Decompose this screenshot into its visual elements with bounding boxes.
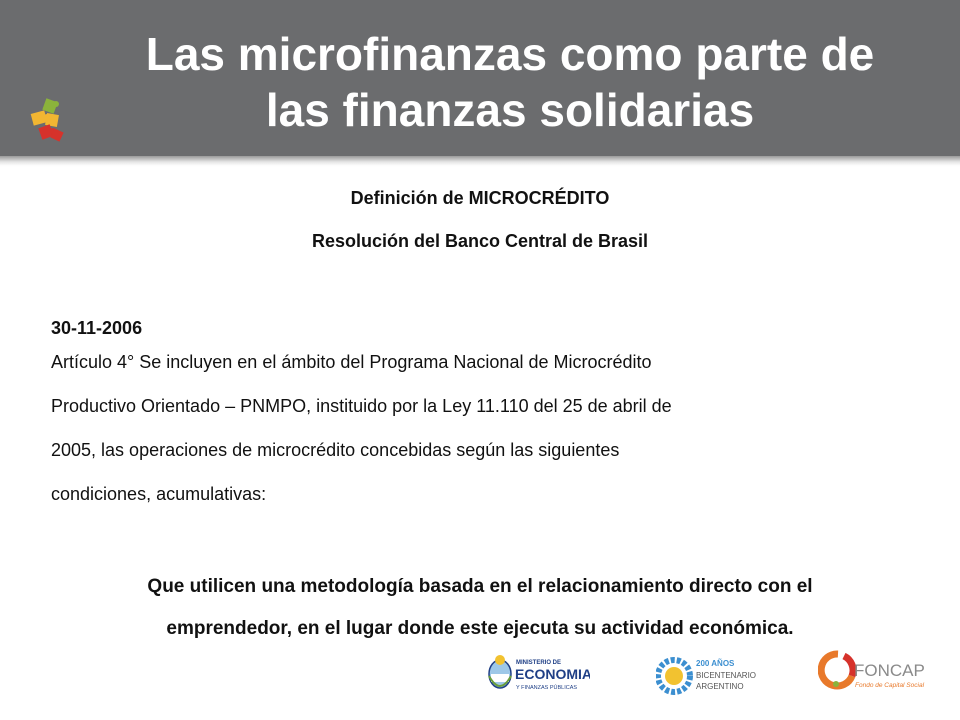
argentina-coat-of-arms-icon (486, 646, 590, 706)
foncap-main: FONCAP (854, 661, 925, 680)
economia-logo-top: MINISTERIO DE (516, 660, 562, 666)
bicentenario-logo (656, 646, 776, 706)
closing-line-2: emprendedor, en el lugar donde este ejecuta su actividad económica. (166, 618, 794, 639)
title-line-1: Las microfinanzas como parte de (145, 28, 875, 80)
page-title (60, 26, 960, 138)
bicentenario-line-2: BICENTENARIO (696, 671, 757, 680)
section-heading: Definición de MICROCRÉDITO (350, 188, 610, 208)
closing-statement (40, 566, 920, 650)
economia-logo (486, 646, 590, 706)
foncap-sub: Fondo de Capital Social (855, 682, 925, 689)
bicentenario-line-3: ARGENTINO (696, 682, 744, 691)
article-text (51, 314, 891, 516)
article-line-3: 2005, las operaciones de microcrédito concebidas según las siguientes (51, 440, 620, 460)
sun-icon (656, 646, 776, 706)
header-shadow (0, 156, 960, 166)
article-line-1: Artículo 4° Se incluyen en el ámbito del Programa Nacional de Microcrédito (51, 352, 652, 372)
puzzle-icon (30, 98, 72, 144)
footer-logos (486, 646, 960, 706)
title-line-2: las finanzas solidarias (265, 84, 755, 136)
foncap-ring-icon (818, 646, 960, 706)
date: 30-11-2006 (51, 318, 143, 338)
economia-logo-main: ECONOMIA (515, 666, 590, 682)
closing-line-1: Que utilicen una metodología basada en el relacionamiento directo con el (147, 576, 813, 597)
bicentenario-line-1: 200 AÑOS (696, 659, 735, 668)
foncap-logo (818, 646, 960, 706)
article-line-4: condiciones, acumulativas: (51, 484, 267, 504)
header-bar (0, 0, 960, 156)
economia-logo-bottom: Y FINANZAS PÚBLICAS (516, 685, 578, 691)
section-subheading: Resolución del Banco Central de Brasil (311, 231, 649, 251)
article-line-2: Productivo Orientado – PNMPO, instituido por la Ley 11.110 del 25 de abril de (51, 396, 672, 416)
